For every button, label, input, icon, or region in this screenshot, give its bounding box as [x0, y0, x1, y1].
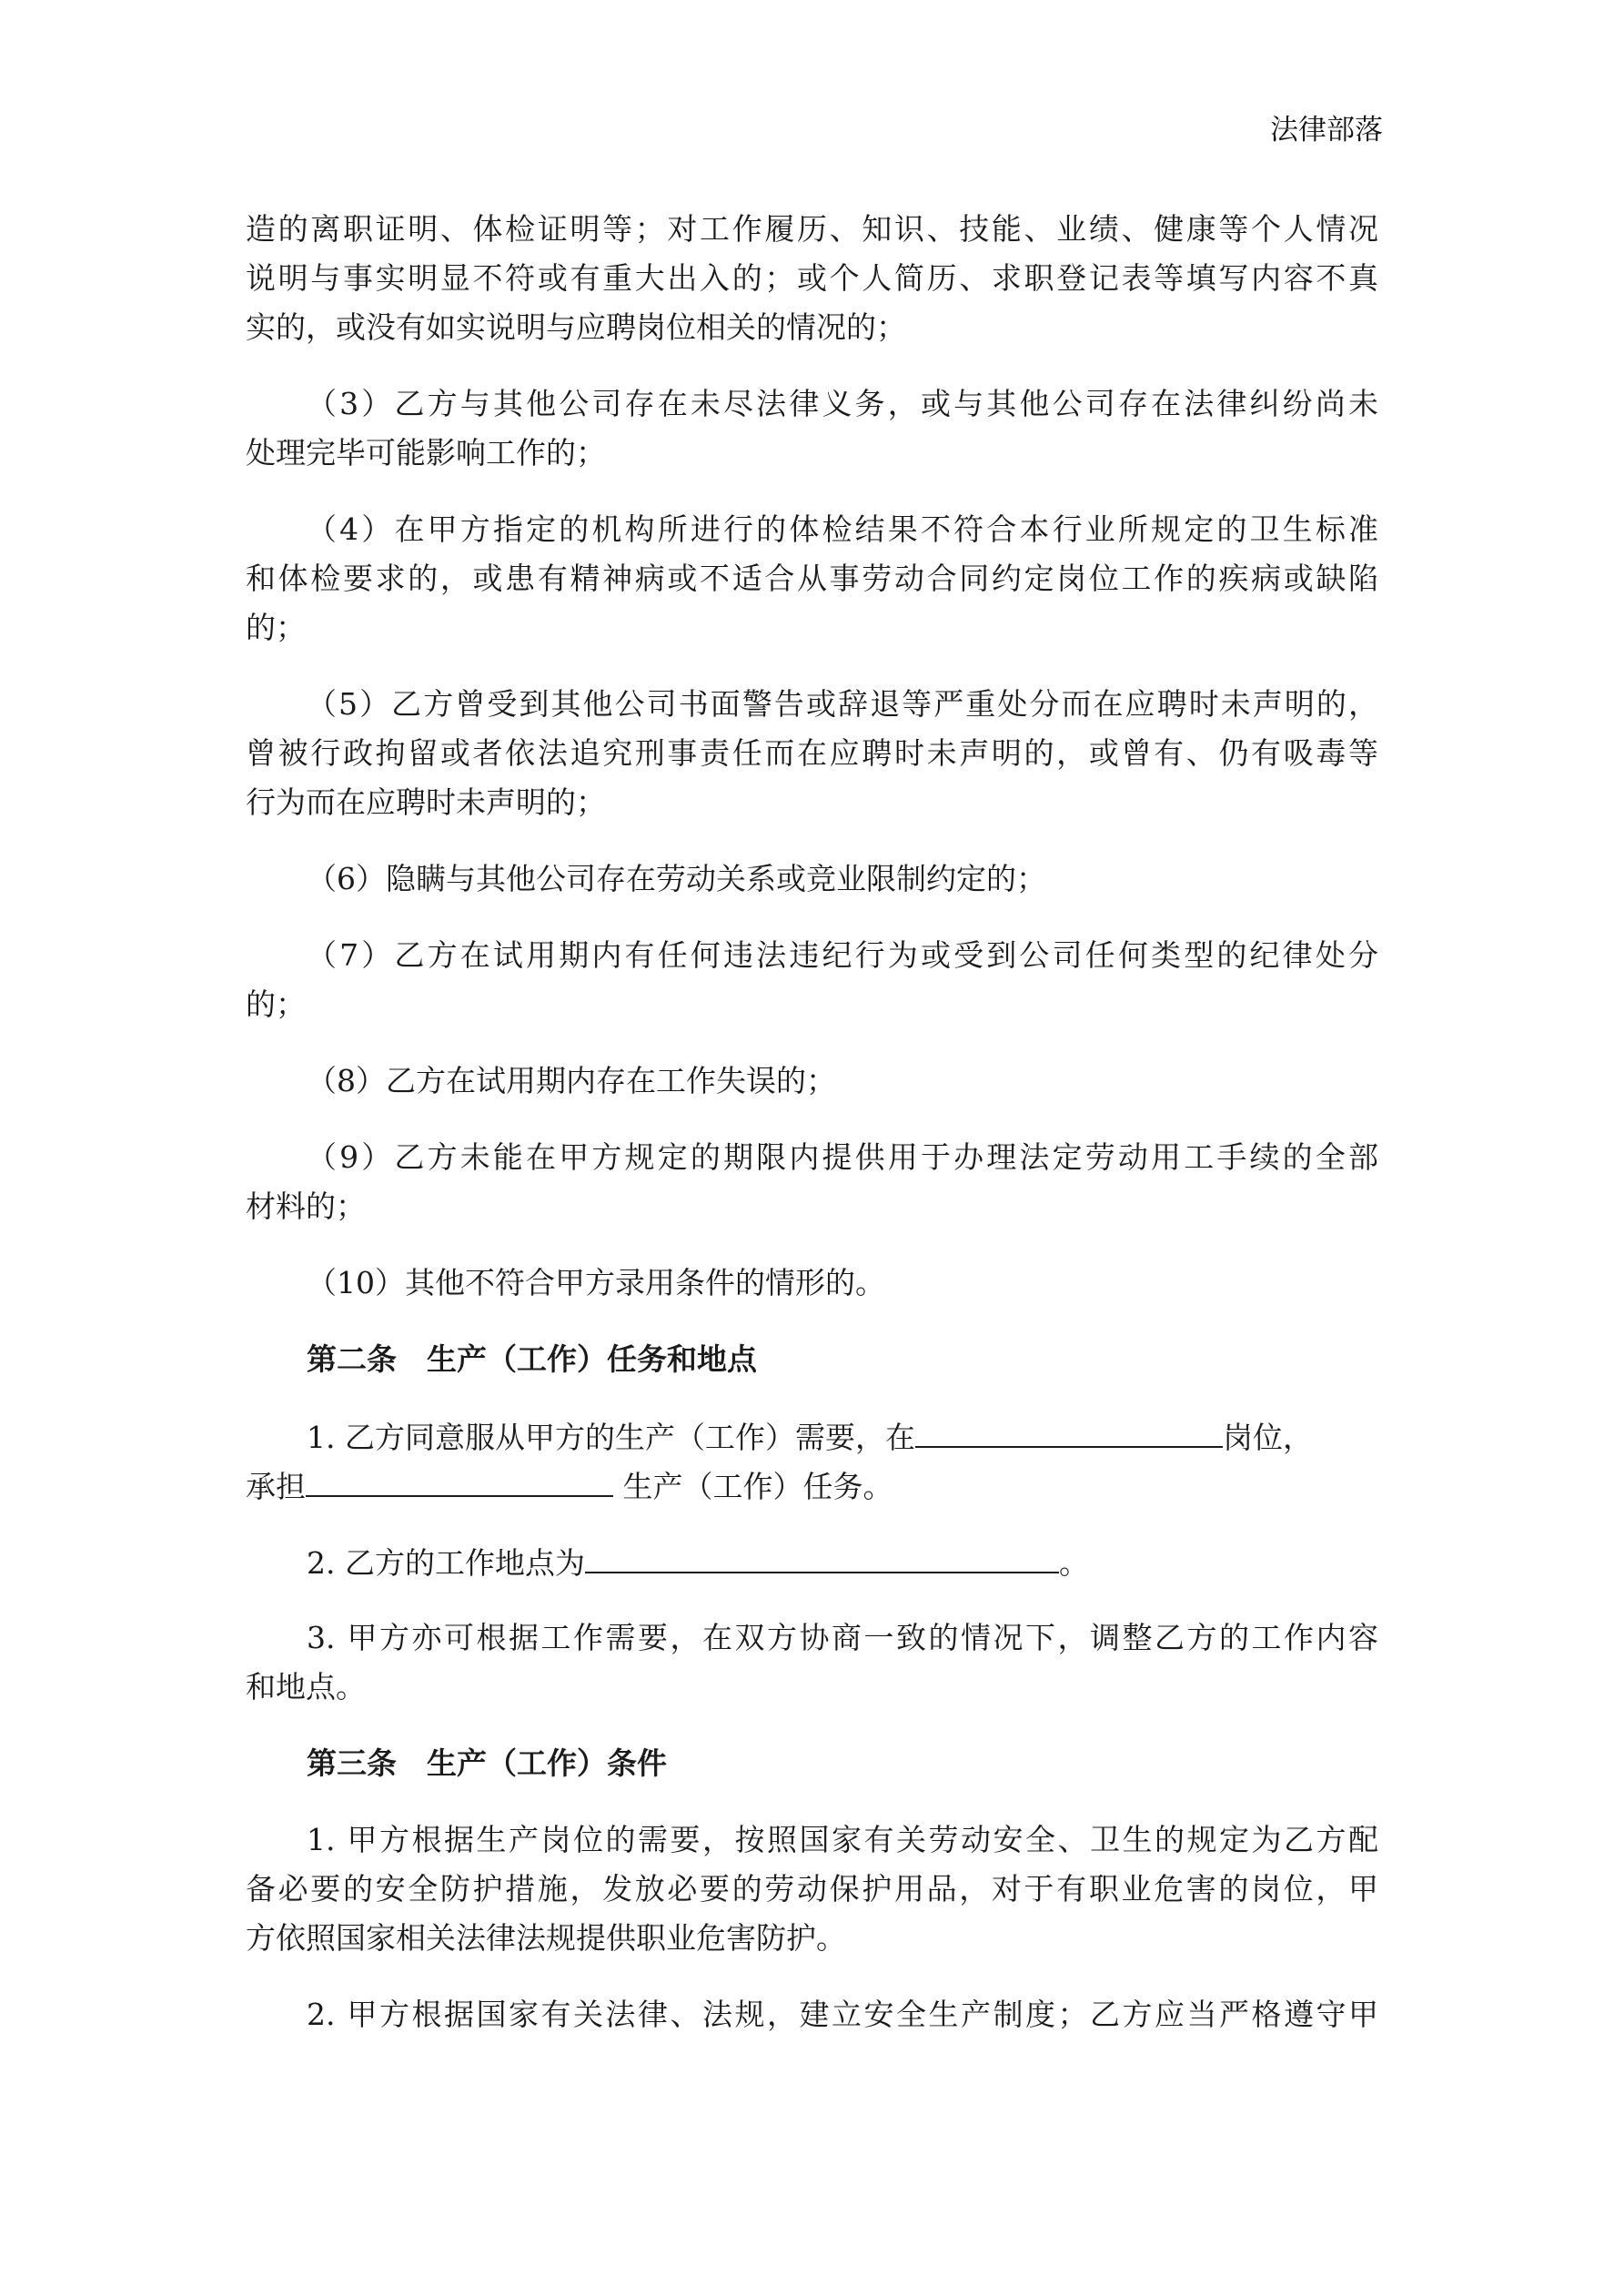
- article-3-item-2-line: 2. 甲方根据国家有关法律、法规，建立安全生产制度；乙方应当严格遵守甲: [307, 1997, 1378, 2032]
- clause-9-line: （9）乙方未能在甲方规定的期限内提供用于办理法定劳动用工手续的全部: [307, 1139, 1378, 1175]
- position-blank-field[interactable]: [915, 1411, 1223, 1448]
- clause-4-line: 的；: [246, 610, 306, 645]
- clause-10-line: （10）其他不符合甲方录用条件的情形的。: [307, 1265, 885, 1300]
- clause-5-line: 曾被行政拘留或者依法追究刑事责任而在应聘时未声明的，或曾有、仍有吸毒等: [246, 735, 1378, 771]
- clause-7-line: （7）乙方在试用期内有任何违法违纪行为或受到公司任何类型的纪律处分: [307, 937, 1378, 973]
- article-2-item-3-line: 3. 甲方亦可根据工作需要，在双方协商一致的情况下，调整乙方的工作内容: [307, 1620, 1378, 1655]
- work-location-blank-field[interactable]: [585, 1537, 1059, 1573]
- article-3-heading: 第三条 生产（工作）条件: [307, 1745, 667, 1781]
- clause-4-line: 和体检要求的，或患有精神病或不适合从事劳动合同约定岗位工作的疾病或缺陷: [246, 561, 1378, 596]
- article-2-heading: 第二条 生产（工作）任务和地点: [307, 1341, 757, 1377]
- article-2-item-2-line: [246, 1537, 1378, 1586]
- article-2-item-1-line: [246, 1461, 1378, 1510]
- article-2-item-2-suffix: 。: [1058, 1545, 1089, 1581]
- clause-9-line: 材料的；: [246, 1188, 366, 1224]
- article-2-item-1-text: 1. 乙方同意服从甲方的生产（工作）需要，在: [307, 1420, 915, 1455]
- paragraph-line: 造的离职证明、体检证明等；对工作履历、知识、技能、业绩、健康等个人情况: [246, 211, 1378, 247]
- document-body: [246, 205, 1378, 2039]
- header-brand: 法律部落: [1270, 114, 1383, 147]
- article-2-item-1-text: 承担: [246, 1469, 306, 1504]
- article-2-item-1-line: [246, 1411, 1378, 1461]
- clause-8-line: （8）乙方在试用期内存在工作失误的；: [307, 1063, 836, 1098]
- article-3-item-1-line: 方依照国家相关法律法规提供职业危害防护。: [246, 1920, 846, 1956]
- task-blank-field[interactable]: [306, 1461, 613, 1497]
- clause-6-line: （6）隐瞒与其他公司存在劳动关系或竞业限制约定的；: [307, 861, 1046, 896]
- article-2-item-2-text: 2. 乙方的工作地点为: [307, 1545, 585, 1581]
- paragraph-line: 实的，或没有如实说明与应聘岗位相关的情况的；: [246, 309, 906, 345]
- article-3-item-1-line: 1. 甲方根据生产岗位的需要，按照国家有关劳动安全、卫生的规定为乙方配: [307, 1822, 1378, 1857]
- clause-3-line: 处理完毕可能影响工作的；: [246, 435, 606, 470]
- clause-7-line: 的；: [246, 986, 306, 1022]
- paragraph-line: 说明与事实明显不符或有重大出入的；或个人简历、求职登记表等填写内容不真: [246, 260, 1378, 296]
- clause-5-line: 行为而在应聘时未声明的；: [246, 784, 606, 820]
- article-3-item-1-line: 备必要的安全防护措施，发放必要的劳动保护用品，对于有职业危害的岗位，甲: [246, 1871, 1378, 1907]
- clause-3-line: （3）乙方与其他公司存在未尽法律义务，或与其他公司存在法律纠纷尚未: [307, 386, 1378, 421]
- clause-4-line: （4）在甲方指定的机构所进行的体检结果不符合本行业所规定的卫生标准: [307, 511, 1378, 547]
- clause-5-line: （5）乙方曾受到其他公司书面警告或辞退等严重处分而在应聘时未声明的，: [307, 686, 1378, 722]
- article-2-item-1-suffix: 生产（工作）任务。: [613, 1469, 893, 1504]
- article-2-item-1-suffix: 岗位，: [1222, 1420, 1313, 1455]
- article-2-item-3-line: 和地点。: [246, 1669, 366, 1704]
